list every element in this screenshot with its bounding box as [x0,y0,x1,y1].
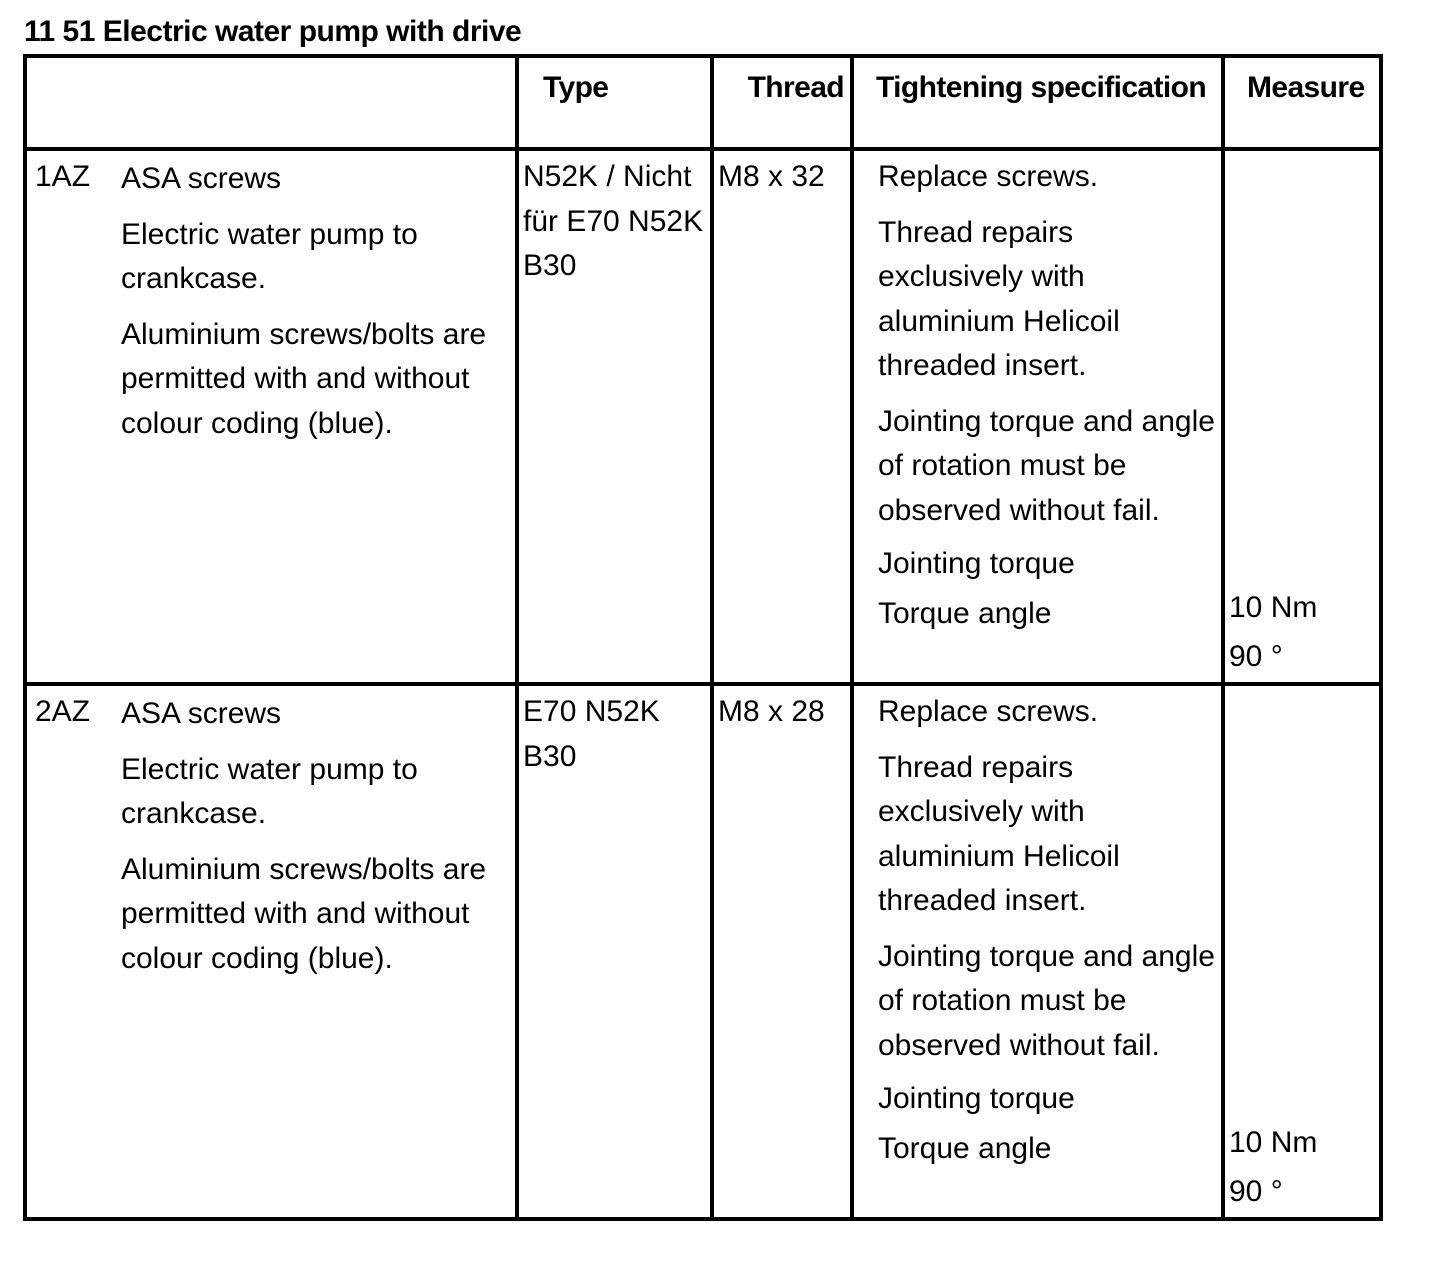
spec-observe: Jointing torque and angle of rotation must be observed without fail. [878,404,1215,527]
spec-torque-label: Jointing torque [878,547,1075,580]
measure-angle-value: 90 ° [1229,1174,1283,1208]
spec-angle-label: Torque angle [878,596,1052,630]
measure-angle-value: 90 ° [1229,639,1283,673]
spec-thread-repair: Thread repairs exclusively with aluminium Helicoil threaded insert. [878,750,1120,917]
header-position [25,56,517,149]
measure-cell [1223,684,1381,1219]
spec-thread-repair: Thread repairs exclusively with aluminium Helicoil threaded insert. [878,215,1120,382]
header-tightening-specification: Tightening specification [852,56,1223,149]
header-type: Type [517,56,712,149]
spec-replace: Replace screws. [878,160,1099,193]
thread-cell: M8 x 28 [712,684,852,1219]
tightening-spec-table [23,54,1383,1221]
header-measure: Measure [1223,56,1381,149]
part-note: Aluminium screws/bolts are permitted with and without colour coding (blue). [121,852,487,975]
thread-cell: M8 x 32 [712,149,852,684]
part-name: ASA screws [121,697,282,730]
measure-torque-value: 10 Nm [1229,1125,1318,1159]
spec-replace: Replace screws. [878,695,1099,728]
table-header-row [25,56,1381,149]
type-cell: N52K / Nicht für E70 N52K B30 [517,149,712,684]
part-description: Electric water pump to crankcase. [121,217,418,295]
position-description-cell [25,149,517,684]
tightening-spec-cell [852,684,1223,1219]
spec-observe: Jointing torque and angle of rotation must be observed without fail. [878,939,1215,1062]
position-description-cell [25,684,517,1219]
measure-cell [1223,149,1381,684]
measure-torque-value: 10 Nm [1229,590,1318,624]
spec-torque-label: Jointing torque [878,1082,1075,1115]
type-cell: E70 N52K B30 [517,684,712,1219]
position-label: 2AZ [35,695,91,728]
document-title: 11 51 Electric water pump with drive [24,15,522,48]
table-row [25,684,1381,1219]
position-label: 1AZ [35,160,91,193]
table-row [25,149,1381,684]
spec-angle-label: Torque angle [878,1131,1052,1165]
header-thread: Thread [712,56,852,149]
part-note: Aluminium screws/bolts are permitted with and without colour coding (blue). [121,317,487,440]
part-name: ASA screws [121,162,282,195]
tightening-spec-cell [852,149,1223,684]
part-description: Electric water pump to crankcase. [121,752,418,830]
